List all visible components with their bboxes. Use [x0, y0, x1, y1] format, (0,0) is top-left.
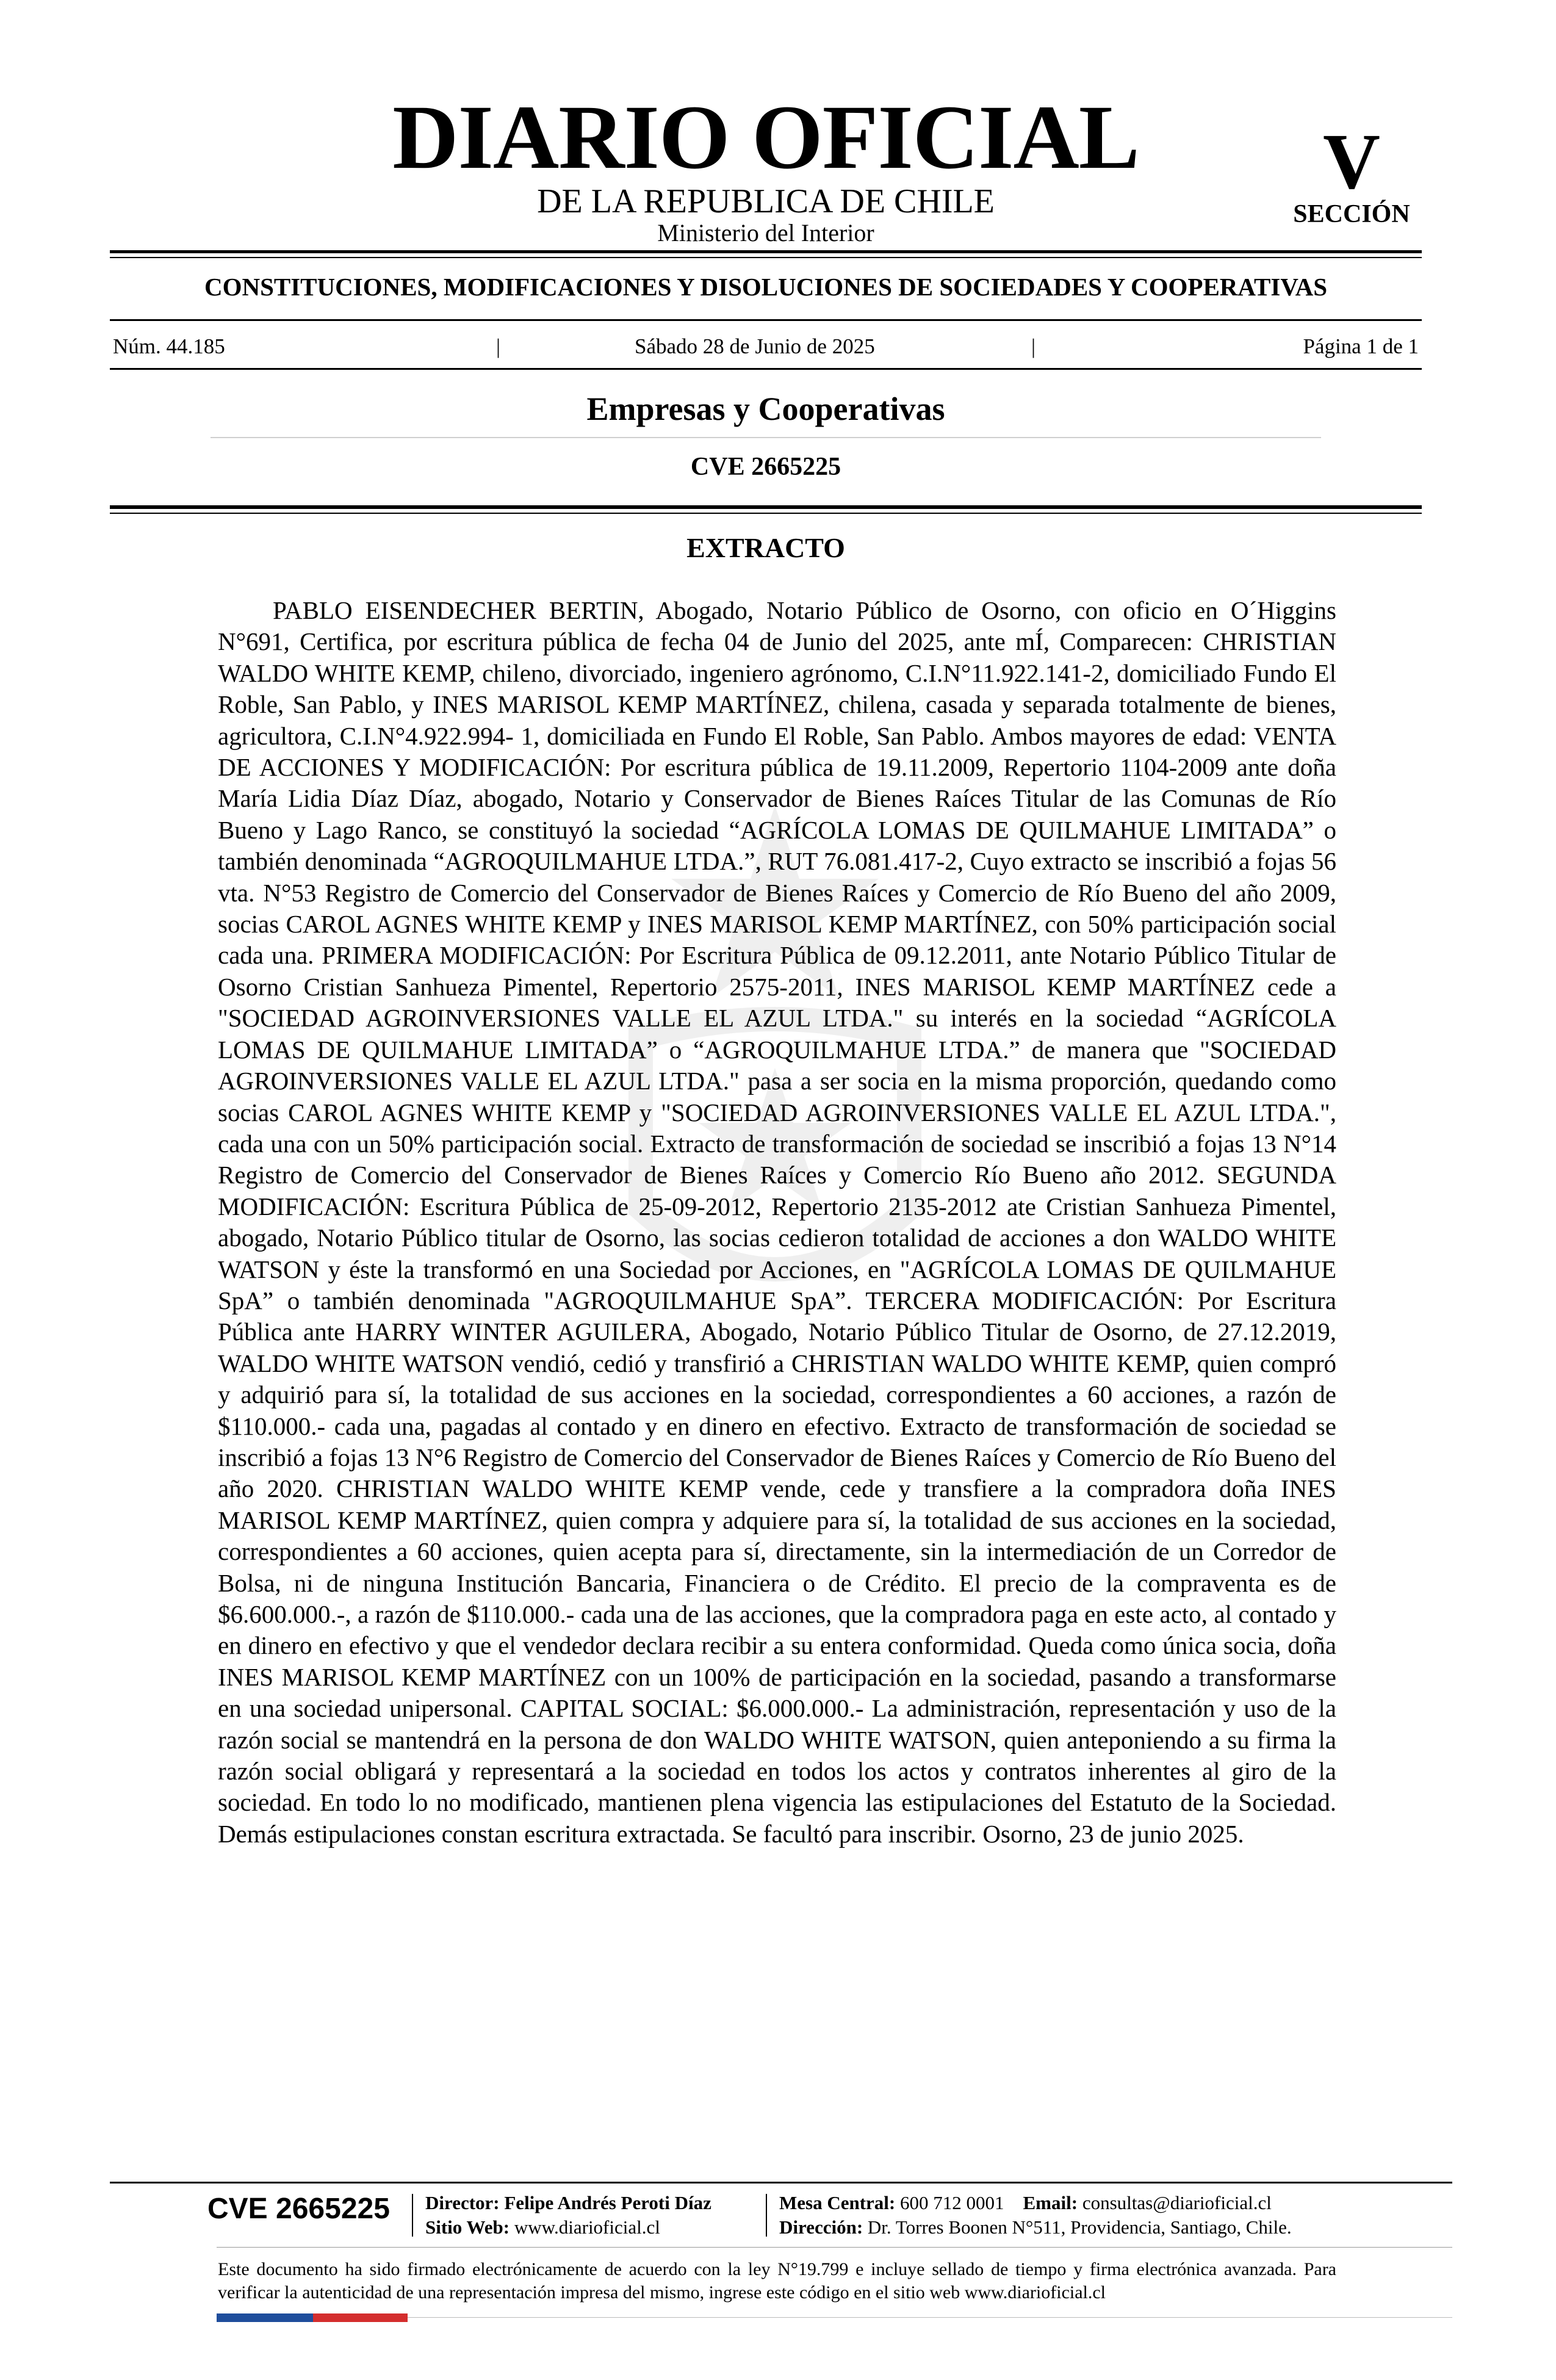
issue-info-bar	[113, 330, 1419, 364]
header-rule-thin	[110, 257, 1422, 258]
footer-contact-right	[779, 2191, 1292, 2240]
newspaper-subtitle: DE LA REPUBLICA DE CHILE	[537, 182, 995, 220]
website-link[interactable]: www.diarioficial.cl	[514, 2216, 660, 2238]
info-separator: |	[1031, 334, 1036, 358]
electronic-signature-notice: Este documento ha sido firmado electrónicamente de acuerdo con la ley N°19.799 e incluye sellado de tiempo y firma electrónica avanzada. Para verificar la autenticidad de una representación impresa del mismo, ingrese este código en el sitio web www.diarioficial.cl	[218, 2259, 1336, 2302]
page-indicator: Página 1 de 1	[1303, 334, 1419, 358]
document-heading: EXTRACTO	[686, 532, 845, 563]
email-label: Email:	[1023, 2192, 1078, 2213]
newspaper-title: DIARIO OFICIAL	[392, 87, 1139, 188]
flag-stripe-blue	[217, 2313, 313, 2322]
section-letter: V	[1323, 118, 1380, 206]
ministry-label: Ministerio del Interior	[657, 219, 874, 247]
director-label: Director:	[425, 2192, 500, 2213]
director-name: Felipe Andrés Peroti Díaz	[504, 2192, 711, 2213]
phone-number: 600 712 0001	[900, 2192, 1004, 2213]
footer-bottom-rule	[408, 2317, 1452, 2318]
section-title: Empresas y Cooperativas	[586, 391, 945, 427]
info-separator: |	[496, 334, 501, 358]
email-link[interactable]: consultas@diarioficial.cl	[1082, 2192, 1272, 2213]
footer-divider	[766, 2194, 767, 2237]
footer-rule	[110, 2182, 1452, 2183]
info-rule	[110, 368, 1422, 370]
section-title-rule	[211, 437, 1321, 438]
footer-cve-code: CVE 2665225	[207, 2193, 390, 2225]
category-rule	[110, 319, 1422, 321]
website-label: Sitio Web:	[425, 2216, 510, 2238]
footer-divider	[412, 2194, 413, 2237]
issue-number: Núm. 44.185	[113, 334, 225, 358]
flag-stripe-red	[313, 2313, 408, 2322]
header-rule-thick	[110, 250, 1422, 253]
address-value: Dr. Torres Boonen N°511, Providencia, Santiago, Chile.	[867, 2216, 1292, 2238]
phone-label: Mesa Central:	[779, 2192, 896, 2213]
section-label: SECCIÓN	[1293, 200, 1410, 228]
body-rule-thick	[110, 505, 1422, 509]
document-body: PABLO EISENDECHER BERTIN, Abogado, Notario Público de Osorno, con oficio en O´Higgins N°691, Certifica, por escritura pública de fecha 04 de Junio del 2025, ante mÍ, Comparecen: CHRISTIAN WALDO WHITE KEMP, chileno, divorciado, ingeniero agrónomo, C.I.N°11.922.141-2, domiciliado Fundo El Roble, San Pablo, y INES MARISOL KEMP MARTÍNEZ, chilena, casada y separada totalmente de bienes, agricultora, C.I.N°4.922.994- 1, domiciliada en Fundo El Roble, San Pablo. Ambos mayores de edad: VENTA DE ACCIONES Y MODIFICACIÓN: Por escritura pública de 19.11.2009, Repertorio 1104-2009 ante doña María Lidia Díaz Díaz, abogado, Notario y Conservador de Bienes Raíces Titular de las Comunas de Río Bueno y Lago Ranco, se constituyó la sociedad “AGRÍCOLA LOMAS DE QUILMAHUE LIMITADA” o también denominada “AGROQUILMAHUE LTDA.”, RUT 76.081.417-2, Cuyo extracto se inscribió a fojas 56 vta. N°53 Registro de Comercio del Conservador de Bienes Raíces y Comercio de Río Bueno del año 2009, socias CAROL AGNES WHITE KEMP y INES MARISOL KEMP MARTÍNEZ, con 50% participación social cada una. PRIMERA MODIFICACIÓN: Por Escritura Pública de 09.12.2011, ante Notario Público Titular de Osorno Cristian Sanhueza Pimentel, Repertorio 2575-2011, INES MARISOL KEMP MARTÍNEZ cede a "SOCIEDAD AGROINVERSIONES VALLE EL AZUL LTDA." su interés en la sociedad “AGRÍCOLA LOMAS DE QUILMAHUE LIMITADA” o “AGROQUILMAHUE LTDA.” de manera que "SOCIEDAD AGROINVERSIONES VALLE EL AZUL LTDA." pasa a ser socia en la misma proporción, quedando como socias CAROL AGNES WHITE KEMP y "SOCIEDAD AGROINVERSIONES VALLE EL AZUL LTDA.", cada una con un 50% participación social. Extracto de transformación de sociedad se inscribió a fojas 13 N°14 Registro de Comercio del Conservador de Bienes Raíces y Comercio Río Bueno año 2012. SEGUNDA MODIFICACIÓN: Escritura Pública de 25-09-2012, Repertorio 2135-2012 ate Cristian Sanhueza Pimentel, abogado, Notario Público titular de Osorno, las socias cedieron totalidad de acciones a don WALDO WHITE WATSON y éste la transformó en una Sociedad por Acciones, en "AGRÍCOLA LOMAS DE QUILMAHUE SpA” o también denominada "AGROQUILMAHUE SpA”. TERCERA MODIFICACIÓN: Por Escritura Pública ante HARRY WINTER AGUILERA, Abogado, Notario Público Titular de Osorno, de 27.12.2019, WALDO WHITE WATSON vendió, cedió y transfirió a CHRISTIAN WALDO WHITE KEMP, quien compró y adquirió para sí, la totalidad de sus acciones en la sociedad, correspondientes a 60 acciones, a razón de $110.000.- cada una, pagadas al contado y en dinero en efectivo. Extracto de transformación de sociedad se inscribió a fojas 13 N°6 Registro de Comercio del Conservador de Bienes Raíces y Comercio de Río Bueno del año 2020. CHRISTIAN WALDO WHITE KEMP vende, cede y transfiere a la compradora doña INES MARISOL KEMP MARTÍNEZ, quien compra y adquiere para sí, la totalidad de sus acciones en la sociedad, correspondientes a 60 acciones, quien acepta para sí, directamente, sin la intermediación de un Corredor de Bolsa, ni de ninguna Institución Bancaria, Financiera o de Crédito. El precio de la compraventa es de $6.600.000.-, a razón de $110.000.- cada una de las acciones, que la compradora paga en este acto, al contado y en dinero en efectivo y que el vendedor declara recibir a su entera conformidad. Queda como única socia, doña INES MARISOL KEMP MARTÍNEZ con un 100% de participación en la sociedad, pasando a transformarse en una sociedad unipersonal. CAPITAL SOCIAL: $6.000.000.- La administración, representación y uso de la razón social se mantendrá en la persona de don WALDO WHITE WATSON, quien anteponiendo a su firma la razón social obligará y representará a la sociedad en todos los actos y contratos inherentes al giro de la sociedad. En todo lo no modificado, mantienen plena vigencia las estipulaciones del Estatuto de la Sociedad. Demás estipulaciones constan escritura extractada. Se facultó para inscribir. Osorno, 23 de junio 2025.	[218, 596, 1336, 1848]
footer-contact-left	[425, 2191, 711, 2240]
footer-rule-lower	[217, 2247, 1452, 2248]
address-label: Dirección:	[779, 2216, 863, 2238]
body-rule-thin	[110, 513, 1422, 514]
category-heading: CONSTITUCIONES, MODIFICACIONES Y DISOLUCIONES DE SOCIEDADES Y COOPERATIVAS	[204, 273, 1328, 301]
cve-code: CVE 2665225	[690, 453, 841, 481]
issue-date: Sábado 28 de Junio de 2025	[635, 334, 875, 358]
